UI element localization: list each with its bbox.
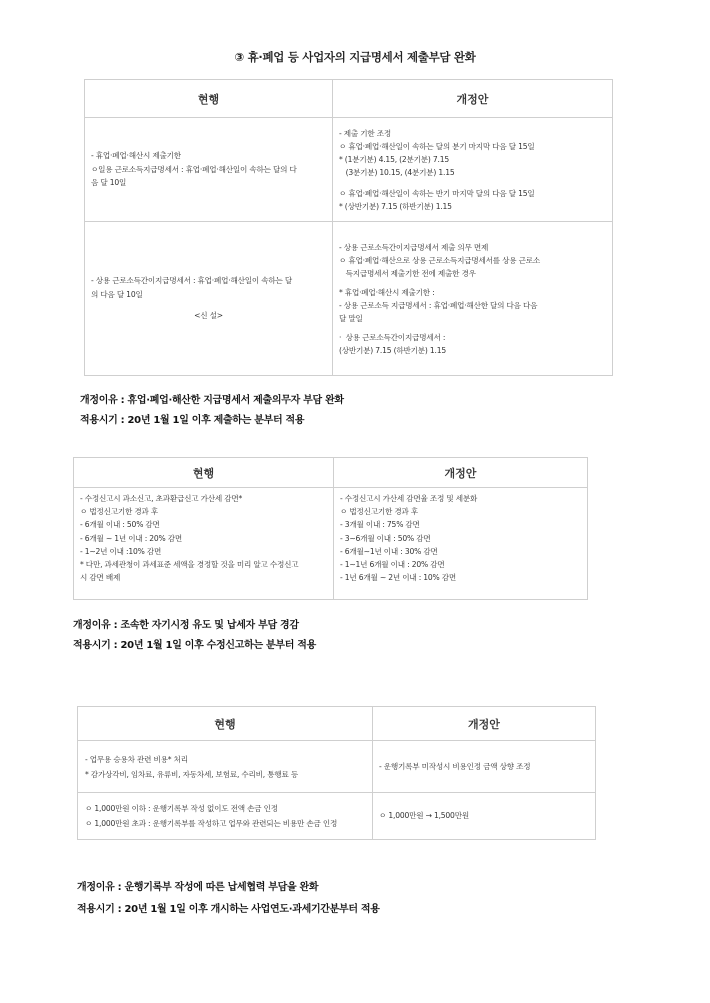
note-2 (73, 616, 316, 656)
table-1-header-current: 현행 (85, 80, 333, 118)
revision-reason: 개정이유 : 조속한 자기시정 유도 및 납세자 부담 경감 (73, 620, 299, 631)
table-row (334, 488, 588, 600)
cell-line: (상반기분) 7.15 (하반기분) 1.15 (339, 345, 446, 355)
cell-line: 음 달 10일 (91, 178, 127, 188)
revision-reason: 개정이유 : 운행기록부 작성에 따른 납세협력 부담을 완화 (77, 882, 319, 893)
cell-line: * 다만, 과세관청이 과세표준 세액을 경정할 것을 미리 알고 수정신고 (80, 560, 299, 570)
page-title: ③ 휴·폐업 등 사업자의 지급명세서 제출부담 완화 (234, 50, 476, 64)
cell-line: 득지급명세서 제출기한 전에 제출한 경우 (339, 268, 476, 278)
cell-line: - 6개월 ~ 1년 이내 : 20% 감면 (80, 533, 183, 543)
revision-reason: 개정이유 : 휴업·폐업·해산한 지급명세서 제출의무자 부담 완화 (80, 395, 344, 406)
cell-line: - 수정신고시 가산세 감면율 조정 및 세분화 (340, 494, 478, 503)
table-2-header-current: 현행 (74, 458, 334, 488)
cell-line: 달 말일 (339, 313, 363, 323)
cell-line (91, 301, 326, 309)
cell-line: ㅇ 휴업·폐업·해산으로 상용 근로소득지급명세서를 상용 근로소 (339, 255, 541, 265)
cell-line: ㅇ 1,000만원 초과 : 운행기록부를 작성하고 업무와 관련되는 비용만 손금 인정 (85, 819, 338, 828)
table-row (78, 741, 373, 793)
cell-line (339, 179, 606, 187)
cell-line: * (상반기분) 7.15 (하반기분) 1.15 (339, 201, 452, 211)
cell-line: - 상용 근로소득간이지급명세서 제출 의무 면제 (339, 242, 489, 252)
table-row (85, 118, 333, 222)
table-3-header-proposed: 개정안 (373, 707, 596, 741)
table-3-header-current: 현행 (78, 707, 373, 741)
cell-line: - 1~2년 이내 :10% 감면 (80, 546, 162, 556)
cell-line: 의 다음 달 10일 (91, 289, 143, 299)
cell-line: - 운행기록부 미작성시 비용인정 금액 상향 조정 (379, 761, 531, 771)
table-row (74, 488, 334, 600)
cell-line: ㅇ 1,000만원 이하 : 운행기록부 작성 없이도 전액 손금 인정 (85, 804, 278, 813)
cell-line: - 상용 근로소득간이지급명세서 : 휴업·폐업·해산일이 속하는 달 (91, 276, 292, 286)
table-row (333, 222, 613, 376)
cell-line: - 업무용 승용차 관련 비용* 처리 (85, 754, 188, 764)
table-row (78, 793, 373, 840)
cell-line: - 6개월 이내 : 50% 감면 (80, 520, 160, 530)
cell-line: * (1분기분) 4.15, (2분기분) 7.15 (339, 154, 450, 164)
table-row (373, 741, 596, 793)
note-3 (77, 877, 380, 921)
table-row (333, 118, 613, 222)
cell-line: - 휴업·폐업·해산시 제출기한 (91, 151, 181, 161)
cell-line: ㅇ 휴업·폐업·해산일이 속하는 반기 마지막 달의 다음 달 15일 (339, 188, 535, 198)
cell-line: - 수정신고시 과소신고, 초과환급신고 가산세 감면* (80, 494, 243, 503)
cell-line: * 감가상각비, 임차료, 유류비, 자동차세, 보험료, 수리비, 통행료 등 (85, 769, 298, 779)
cell-line: ㅇ 1,000만원 → 1,500만원 (379, 811, 469, 821)
cell-line: * 휴업·폐업·해산시 제출기한 : (339, 287, 435, 297)
cell-line: ㅇ 법정신고기한 경과 후 (80, 507, 158, 517)
cell-line: ㅇ 법정신고기한 경과 후 (340, 507, 418, 517)
application-period: 적용시기 : 20년 1월 1일 이후 제출하는 분부터 적용 (80, 415, 305, 426)
new-provision-label: <신 설> (194, 311, 223, 321)
table-row (85, 222, 333, 376)
note-1 (80, 391, 344, 431)
table-2-header-proposed: 개정안 (334, 458, 588, 488)
cell-line: - 3~6개월 이내 : 50% 감면 (340, 533, 431, 543)
cell-line: - 1~1년 6개월 이내 : 20% 감면 (340, 560, 445, 570)
cell-line: - 3개월 이내 : 75% 감면 (340, 520, 420, 530)
table-2 (73, 457, 588, 600)
application-period: 적용시기 : 20년 1월 1일 이후 수정신고하는 분부터 적용 (73, 640, 316, 651)
table-1-header-proposed: 개정안 (333, 80, 613, 118)
cell-line: (3분기분) 10.15, (4분기분) 1.15 (339, 167, 455, 177)
table-3 (77, 706, 596, 840)
cell-line: - 제출 기한 조정 (339, 128, 391, 138)
cell-line: - 상용 근로소득 지급명세서 : 휴업·폐업·해산한 달의 다음 다음 (339, 300, 538, 310)
cell-line: ㅇ일용 근로소득지급명세서 : 휴업·폐업·해산일이 속하는 달의 다 (91, 164, 297, 174)
table-row (373, 793, 596, 840)
cell-line: - 1년 6개월 ~ 2년 이내 : 10% 감면 (340, 573, 457, 583)
cell-line: - 6개월~1년 이내 : 30% 감면 (340, 546, 438, 556)
cell-line: · 상용 근로소득간이지급명세서 : (339, 332, 446, 342)
cell-line: ㅇ 휴업·폐업·해산일이 속하는 달의 분기 마지막 다음 달 15일 (339, 141, 535, 151)
table-1 (84, 79, 613, 376)
cell-line: 시 감면 배제 (80, 573, 121, 583)
application-period: 적용시기 : 20년 1월 1일 이후 개시하는 사업연도·과세기간분부터 적용 (77, 904, 380, 915)
